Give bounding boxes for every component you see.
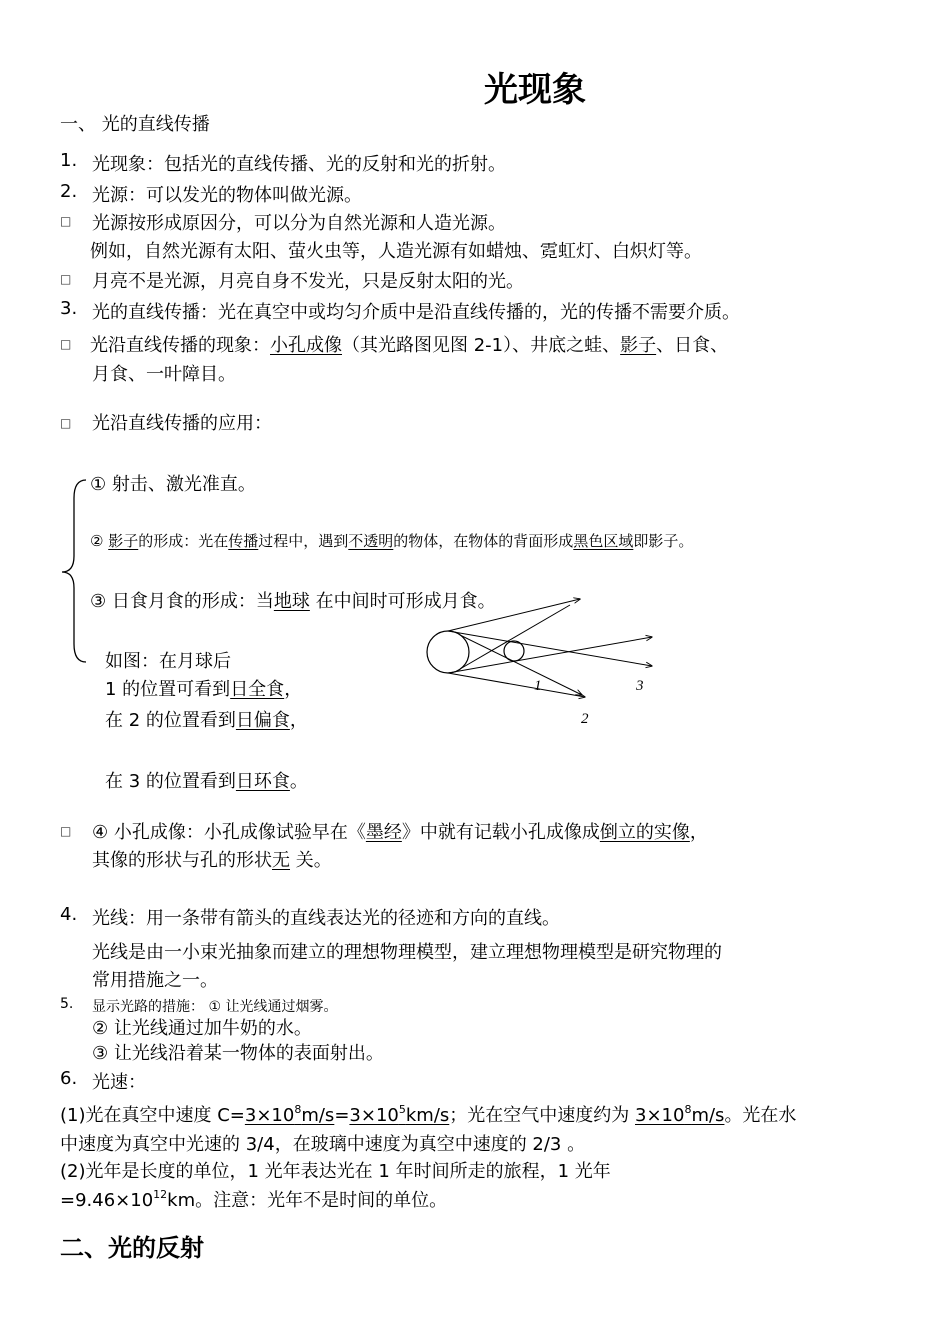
section-heading-1: 一、 光的直线传播 bbox=[60, 114, 210, 135]
item-text: 光现象：包括光的直线传播、光的反射和光的折射。 bbox=[92, 154, 506, 175]
item-number: 3. bbox=[60, 298, 78, 319]
eclipse-text: 1 的位置可看到日全食， bbox=[105, 679, 303, 700]
item-text: 光速： bbox=[92, 1072, 146, 1093]
eclipse-diagram bbox=[420, 585, 670, 735]
pinhole-text: ④ 小孔成像：小孔成像试验早在《墨经》中就有记载小孔成像成倒立的实像， bbox=[92, 822, 708, 843]
bullet-text: 光沿直线传播的现象：小孔成像（其光路图见图 2-1）、井底之蛙、影子、日食、 bbox=[90, 335, 729, 356]
speed-text: (2)光年是长度的单位，1 光年表达光在 1 年时间所走的旅程，1 光年 bbox=[60, 1161, 611, 1182]
list-item bbox=[60, 150, 77, 171]
eclipse-text: 在 2 的位置看到日偏食， bbox=[105, 710, 308, 731]
item-text: 光源：可以发光的物体叫做光源。 bbox=[92, 185, 362, 206]
item-text: 常用措施之一。 bbox=[92, 970, 218, 991]
page-title: 光现象 bbox=[484, 70, 586, 110]
bullet-icon: □ bbox=[60, 272, 72, 286]
item-number: 6. bbox=[60, 1068, 78, 1089]
position-label: 1 bbox=[534, 678, 542, 694]
item-text: 光线：用一条带有箭头的直线表达光的径迹和方向的直线。 bbox=[92, 908, 560, 929]
bullet-text: 月食、一叶障目。 bbox=[92, 364, 236, 385]
application-item: ② 影子的形成：光在传播过程中，遇到不透明的物体，在物体的背面形成黑色区域即影子。 bbox=[90, 532, 694, 550]
speed-text: (1)光在真空中速度 $C=3\times 10^8m/s=3\times 10^5km/s$；光在空气中速度约为 $3\times 10^8m/s$。光在水 bbox=[60, 1103, 797, 1126]
speed-text: 中速度为真空中光速的 3/4，在玻璃中速度为真空中速度的 2/3 。 bbox=[60, 1134, 586, 1155]
bullet-icon: □ bbox=[60, 824, 72, 838]
sun-circle bbox=[427, 631, 469, 673]
bullet-icon: □ bbox=[60, 416, 72, 430]
item-number: 4. bbox=[60, 904, 78, 925]
application-item: ① 射击、激光准直。 bbox=[90, 474, 256, 495]
bullet-icon: □ bbox=[60, 337, 72, 351]
item-text: 光线是由一小束光抽象而建立的理想物理模型，建立理想物理模型是研究物理的 bbox=[92, 942, 722, 963]
eclipse-text: 如图：在月球后 bbox=[105, 651, 231, 672]
bullet-text: 光沿直线传播的应用： bbox=[92, 413, 272, 434]
item-text: 显示光路的措施： ① 让光线通过烟雾。 bbox=[92, 999, 338, 1015]
application-item: ③ 日食月食的形成：当地球 在中间时可形成月食。 bbox=[90, 591, 496, 612]
pinhole-text: 其像的形状与孔的形状无 关。 bbox=[92, 850, 332, 871]
eclipse-text: 在 3 的位置看到日环食。 bbox=[105, 771, 308, 792]
bullet-text: 光源按形成原因分，可以分为自然光源和人造光源。 bbox=[92, 213, 506, 234]
item-text: 光的直线传播：光在真空中或均匀介质中是沿直线传播的，光的传播不需要介质。 bbox=[92, 302, 740, 323]
item-number: 5. bbox=[60, 996, 74, 1012]
item-number: 2. bbox=[60, 181, 78, 202]
item-text: ② 让光线通过加牛奶的水。 bbox=[92, 1018, 312, 1039]
position-label: 3 bbox=[636, 678, 644, 694]
brace-icon bbox=[56, 478, 92, 664]
bullet-text: 例如，自然光源有太阳、萤火虫等，人造光源有如蜡烛、霓虹灯、白炽灯等。 bbox=[90, 241, 702, 262]
speed-text: $=9.46\times 10^{12}km$。注意：光年不是时间的单位。 bbox=[60, 1188, 448, 1211]
item-number: 1. bbox=[60, 150, 78, 171]
position-label: 2 bbox=[581, 711, 589, 727]
section-heading-2: 二、光的反射 bbox=[60, 1234, 204, 1262]
bullet-icon: □ bbox=[60, 214, 72, 228]
bullet-text: 月亮不是光源，月亮自身不发光，只是反射太阳的光。 bbox=[92, 271, 524, 292]
item-text: ③ 让光线沿着某一物体的表面射出。 bbox=[92, 1043, 384, 1064]
